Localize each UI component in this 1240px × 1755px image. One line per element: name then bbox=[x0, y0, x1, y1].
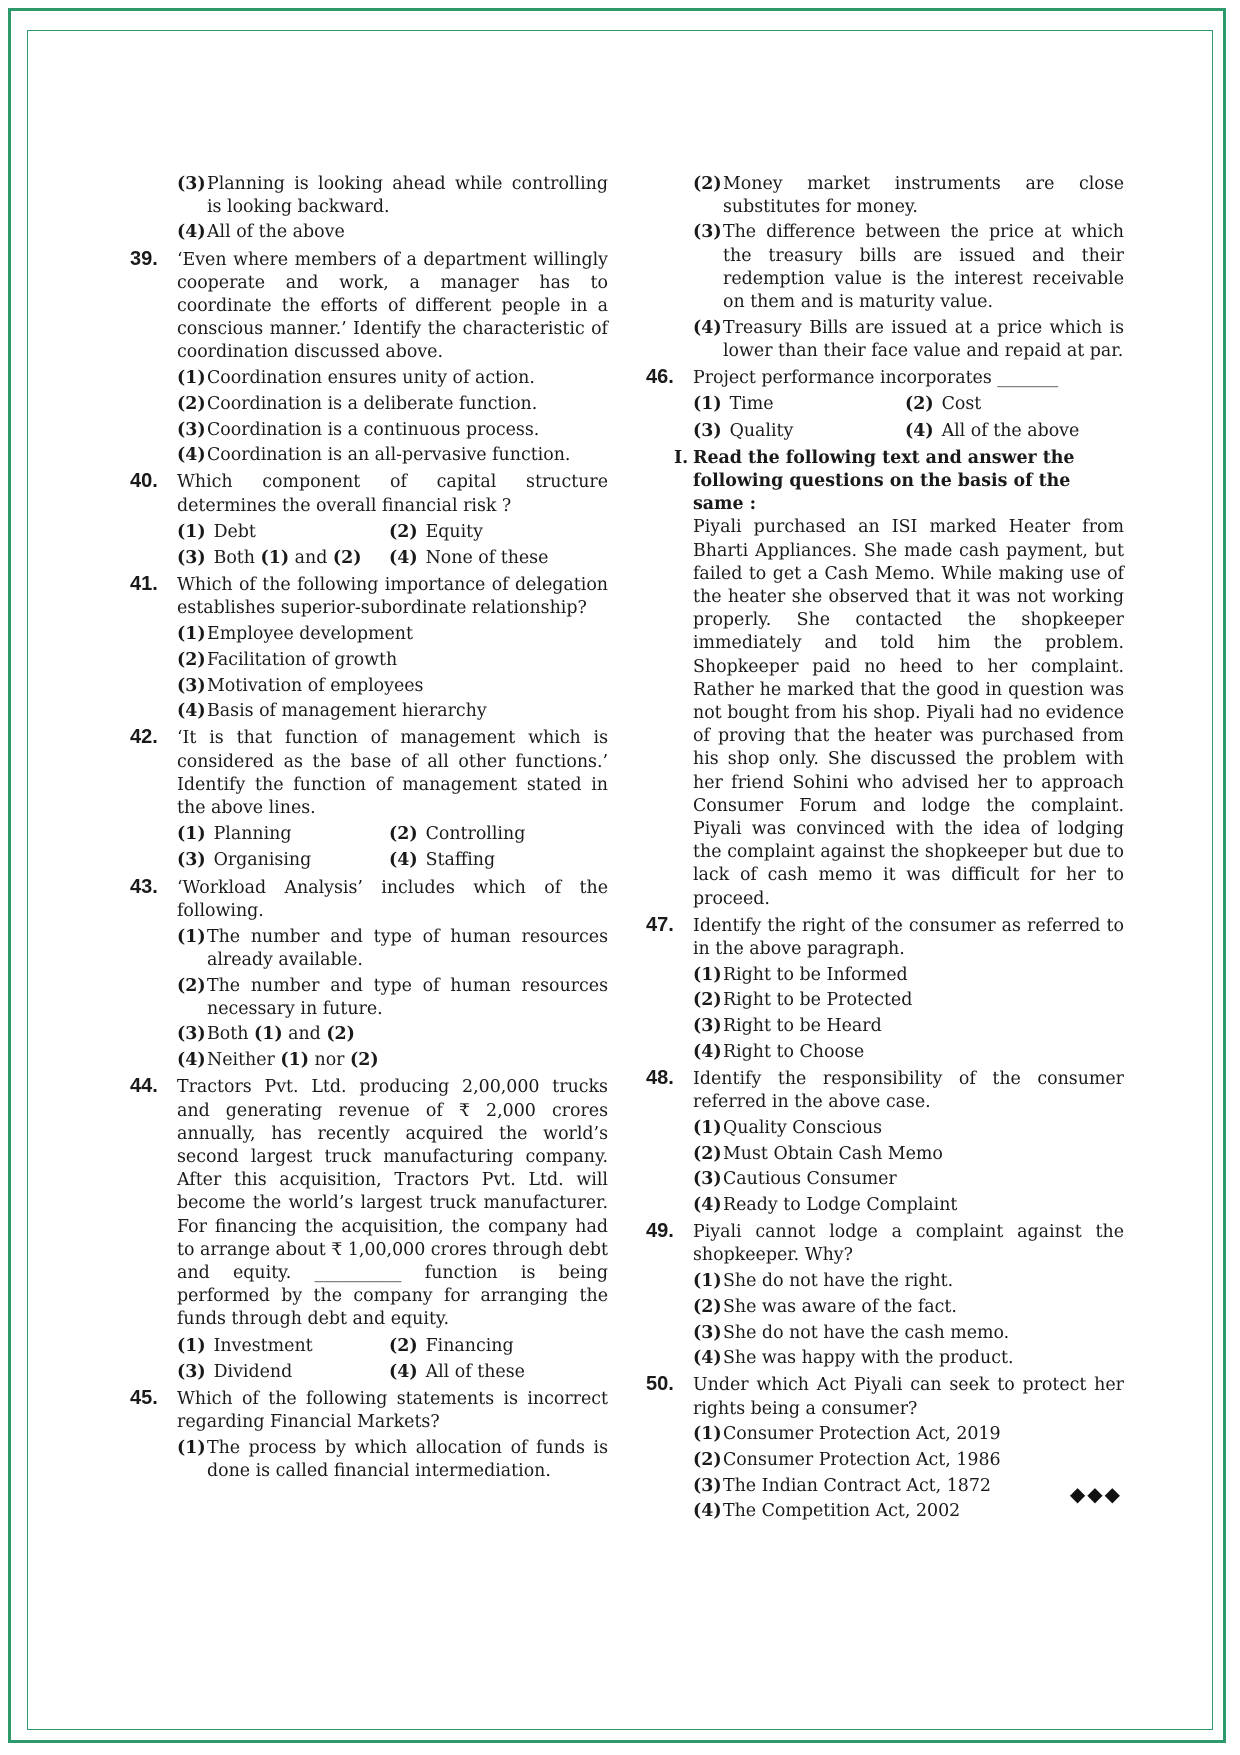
question-number: 47. bbox=[646, 913, 674, 936]
option: (2) Financing bbox=[389, 1335, 514, 1356]
option: (3) The difference between the price at which the treasury bills are issued and their redemption value is the interest receivable on them and is maturity value. bbox=[693, 222, 1124, 313]
option: (1) Debt bbox=[177, 521, 256, 542]
option: (4) Ready to Lodge Complaint bbox=[693, 1195, 958, 1216]
options-row bbox=[177, 1335, 608, 1358]
option: (3) Right to be Heard bbox=[693, 1016, 882, 1037]
question-44 bbox=[130, 1076, 608, 1384]
option: (1) Consumer Protection Act, 2019 bbox=[693, 1424, 1001, 1445]
question-49 bbox=[646, 1221, 1124, 1370]
option: (2) Controlling bbox=[389, 824, 526, 845]
question-text: Tractors Pvt. Ltd. producing 2,00,000 trucks and generating revenue of ₹ 2,000 crores annually, has recently acquired the world’s second largest truck manufacturing company. After this acquisition, Tractors Pvt. Ltd. will become the world’s largest truck manufacturer. For financing the acquisition, the company had to arrange about ₹ 1,00,000 crores through debt and equity. __________ function is being performed by the company for arranging the funds through debt and equity. bbox=[177, 1077, 608, 1330]
question-text: Identify the right of the consumer as referred to in the above paragraph. bbox=[693, 915, 1124, 959]
left-column bbox=[130, 170, 608, 1485]
question-48 bbox=[646, 1068, 1124, 1217]
option: (1) The process by which allocation of funds is done is called financial intermediation. bbox=[177, 1437, 608, 1482]
options-row bbox=[177, 1361, 608, 1384]
option: (4) All of the above bbox=[905, 420, 1080, 441]
question-45-continuation bbox=[646, 173, 1124, 364]
option: (4) Neither (1) nor (2) bbox=[177, 1050, 379, 1071]
question-45 bbox=[130, 1388, 608, 1483]
option: (2) Must Obtain Cash Memo bbox=[693, 1143, 943, 1164]
option: (2) Right to be Protected bbox=[693, 990, 913, 1011]
option: (3) Quality bbox=[693, 420, 794, 441]
option: (3) She do not have the cash memo. bbox=[693, 1322, 1010, 1343]
option: (3) Dividend bbox=[177, 1361, 293, 1382]
option: (1) Quality Conscious bbox=[693, 1117, 883, 1138]
option: (2) Money market instruments are close substitutes for money. bbox=[693, 173, 1124, 217]
option: (3) Planning is looking ahead while controlling is looking backward. bbox=[177, 173, 608, 217]
question-38-continuation bbox=[130, 173, 608, 245]
option: (2) She was aware of the fact. bbox=[693, 1296, 957, 1317]
option: (2) Equity bbox=[389, 521, 483, 542]
option: (2) Coordination is a deliberate function. bbox=[177, 393, 538, 414]
option: (2) Cost bbox=[905, 394, 982, 415]
question-43 bbox=[130, 877, 608, 1073]
options-row bbox=[177, 547, 608, 570]
options-row bbox=[177, 521, 608, 544]
question-text: Which of the following importance of delegation establishes superior-subordinate relationship? bbox=[177, 575, 608, 619]
question-number: 49. bbox=[646, 1220, 674, 1243]
option: (1) She do not have the right. bbox=[693, 1271, 954, 1292]
option: (4) She was happy with the product. bbox=[693, 1348, 1014, 1369]
option: (3) Both (1) and (2) bbox=[177, 1024, 355, 1045]
options-row bbox=[693, 420, 1124, 443]
option: (2) The number and type of human resources necessary in future. bbox=[177, 975, 608, 1019]
option: (4) None of these bbox=[389, 548, 549, 569]
question-number: 48. bbox=[646, 1067, 674, 1090]
option: (3) Organising bbox=[177, 850, 312, 871]
question-39 bbox=[130, 249, 608, 468]
question-number: 42. bbox=[130, 726, 158, 749]
options-row bbox=[693, 393, 1124, 416]
option: (4) Treasury Bills are issued at a price which is lower than their face value and repaid at par. bbox=[693, 317, 1124, 361]
option: (1) Investment bbox=[177, 1335, 313, 1356]
question-text: Which of the following statements is incorrect regarding Financial Markets? bbox=[177, 1388, 608, 1433]
question-text: Piyali cannot lodge a complaint against the shopkeeper. Why? bbox=[693, 1222, 1124, 1266]
option: (1) Employee development bbox=[177, 624, 413, 645]
option: (1) The number and type of human resources already available. bbox=[177, 926, 608, 970]
question-number: 41. bbox=[130, 573, 158, 596]
question-number: 43. bbox=[130, 875, 158, 898]
right-column bbox=[646, 170, 1124, 1526]
end-of-section-diamonds-icon: ◆◆◆ bbox=[1069, 1482, 1122, 1506]
question-text: Under which Act Piyali can seek to protect her rights being a consumer? bbox=[693, 1375, 1124, 1419]
option: (1) Coordination ensures unity of action. bbox=[177, 368, 535, 389]
option: (4) All of the above bbox=[177, 222, 345, 243]
question-number: 45. bbox=[130, 1386, 158, 1409]
question-50 bbox=[646, 1374, 1124, 1523]
question-number: 50. bbox=[646, 1373, 674, 1396]
option: (4) Coordination is an all-pervasive function. bbox=[177, 445, 571, 466]
question-46 bbox=[646, 367, 1124, 443]
option: (4) Right to Choose bbox=[693, 1041, 865, 1062]
option: (4) Basis of management hierarchy bbox=[177, 701, 487, 722]
question-number: 40. bbox=[130, 470, 158, 493]
option: (1) Time bbox=[693, 394, 774, 415]
options-row bbox=[177, 849, 608, 872]
option: (3) Coordination is a continuous process. bbox=[177, 419, 540, 440]
question-41 bbox=[130, 574, 608, 723]
question-text: ‘It is that function of management which is considered as the base of all other functions.’ Identify the function of management stated in the above lines. bbox=[177, 728, 608, 819]
option: (3) The Indian Contract Act, 1872 bbox=[693, 1475, 991, 1496]
option: (1) Planning bbox=[177, 824, 292, 845]
question-number: 44. bbox=[130, 1075, 158, 1098]
question-text: ‘Workload Analysis’ includes which of the following. bbox=[177, 877, 608, 921]
case-passage: Piyali purchased an ISI marked Heater from Bharti Appliances. She made cash payment, but failed to get a Cash Memo. While making use of the heater she observed that it was not working properly. She contacted the shopkeeper immediately and told him the problem. Shopkeeper paid no heed to her complaint. Rather he marked that the good in question was not bought from his shop. Piyali had no evidence of proving that the heater was purchased from his shop only. She discussed the problem with her friend Sohini who advised her to approach Consumer Forum and lodge the complaint. Piyali was convinced with the idea of lodging the complaint against the shopkeeper but due to lack of cash memo it was difficult for her to proceed. bbox=[693, 517, 1124, 909]
option: (2) Facilitation of growth bbox=[177, 649, 398, 670]
option: (2) Consumer Protection Act, 1986 bbox=[693, 1450, 1001, 1471]
passage-numeral: I. bbox=[674, 447, 689, 468]
option: (4) All of these bbox=[389, 1361, 525, 1382]
question-47 bbox=[646, 915, 1124, 1064]
question-40 bbox=[130, 471, 608, 570]
option: (3) Motivation of employees bbox=[177, 675, 424, 696]
question-text: Identify the responsibility of the consumer referred in the above case. bbox=[693, 1069, 1124, 1113]
options-row bbox=[177, 823, 608, 846]
question-text: Project performance incorporates _______ bbox=[693, 368, 1059, 389]
passage-heading: I. Read the following text and answer the following questions on the basis of the same : bbox=[674, 447, 1075, 515]
question-42 bbox=[130, 727, 608, 872]
question-text: Which component of capital structure determines the overall financial risk ? bbox=[177, 472, 608, 516]
question-number: 39. bbox=[130, 247, 158, 270]
question-text: ‘Even where members of a department willingly cooperate and work, a manager has to coordinate the efforts of different people in a conscious manner.’ Identify the characteristic of coordination discussed above. bbox=[177, 249, 608, 363]
option: (3) Both (1) and (2) bbox=[177, 548, 362, 569]
option: (1) Right to be Informed bbox=[693, 964, 908, 985]
option: (4) Staffing bbox=[389, 850, 496, 871]
option: (4) The Competition Act, 2002 bbox=[693, 1501, 961, 1522]
question-number: 46. bbox=[646, 366, 674, 389]
option: (3) Cautious Consumer bbox=[693, 1169, 897, 1190]
